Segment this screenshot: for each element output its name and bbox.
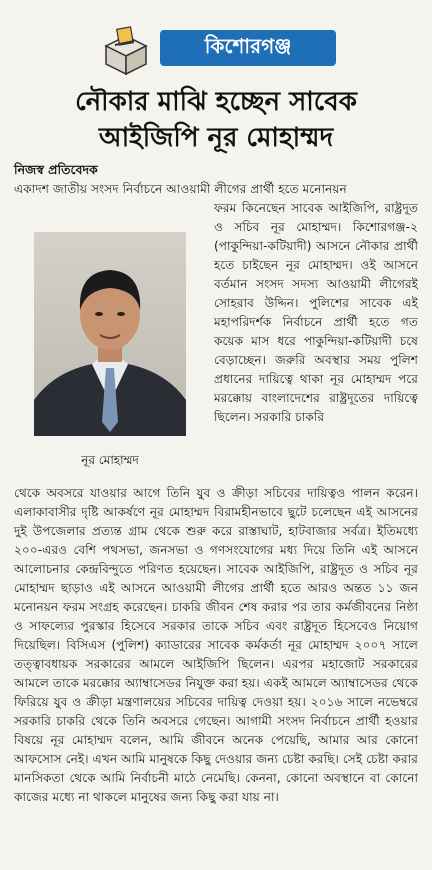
continuation-text: থেকে অবসরে যাওয়ার আগে তিনি যুব ও ক্রীড়া সচিবের দায়িত্বও পালন করেন। এলাকাবাসীর দৃষ্টি আকর্ষণে নূর মোহাম্মদ বিরামহীনভাবে ছুটে চলেছেন এই আসনের দুই উপজেলার প্রত্যন্ত গ্রাম থেকে শুরু করে রাস্তাঘাট, হাটবাজার সর্বত্র। ইতিমধ্যে ২০০-এরও বেশি পথসভা, জনসভা ও গণসংযোগের মধ্য দিয়ে তিনি এই আসনে আলোচনার কেন্দ্রবিন্দুতে পরিণত হয়েছেন। সাবেক আইজিপি, রাষ্ট্রদূত ও সচিব নূর মোহাম্মদ ছাড়াও এই আসনে আওয়ামী লীগের প্রার্থী হতে আরও অন্তত ১১ জন মনোনয়ন ফরম সংগ্রহ করেছেন। চাকরি জীবন শেষ করার পর তার কর্মজীবনের নিষ্ঠা ও সাফল্যের পুরস্কার হিসেবে সরকার তাকে সচিব এবং রাষ্ট্রদূত হিসেবেও নিয়োগ দিয়েছিল। বিসিএস (পুলিশ) ক্যাডারের সাবেক কর্মকর্তা নূর মোহাম্মদ ২০০৭ সালে তত্ত্বাবধায়ক সরকারের আমলে আইজিপি ছিলেন। এরপর মহাজোট সরকারের আমলে তাকে মরক্কোর অ্যাম্বাসেডর নিযুক্ত করা হয়। একই আমলে অ্যাম্বাসেডর থেকে ফিরিয়ে যুব ও ক্রীড়া মন্ত্রণালয়ের সচিবের দায়িত্ব দেওয়া হয়। ২০১৬ সালে নভেম্বরে সরকারি চাকরি থেকে তিনি অবসরে গেছেন। আগামী সংসদ নির্বাচনে প্রার্থী হওয়ার বিষয়ে নূর মোহাম্মদ বলেন, আমি জীবনে অনেক পেয়েছি, আমার আর কোনো আফসোস নেই। এখন আমি মানুষকে কিছু দেওয়ার জন্য চেষ্টা করছি। সেই চেষ্টা করার মানসিকতা থেকে আমি নির্বাচনী মাঠে নেমেছি। কেননা, কোনো অবস্থানে বা কোনো কাজের মধ্যে না থাকলে মানুষের জন্য কিছু করা যায় না।	[14, 486, 418, 804]
ballot-box-icon	[100, 24, 152, 76]
portrait-drawing	[34, 232, 186, 436]
byline: নিজস্ব প্রতিবেদক	[14, 162, 98, 177]
headline-line-1: নৌকার মাঝি হচ্ছেন সাবেক	[75, 87, 357, 117]
portrait-photo	[34, 232, 186, 436]
headline	[0, 84, 432, 156]
section-label: কিশোরগঞ্জ	[160, 30, 336, 66]
headline-line-2: আইজিপি নূর মোহাম্মদ	[98, 123, 334, 153]
photo-caption: নূর মোহাম্মদ	[81, 453, 139, 467]
right-column-text: ফরম কিনেছেন সাবেক আইজিপি, রাষ্ট্রদূত ও সচিব নূর মোহাম্মদ। কিশোরগঞ্জ-২ (পাকুন্দিয়া-কটিয়াদী) আসনে নৌকার প্রার্থী হতে চাইছেন নূর মোহাম্মদ। ওই আসনে বর্তমান সংসদ সদস্য আওয়ামী লীগেরই সোহরাব উদ্দিন। পুলিশের সাবেক এই মহাপরিদর্শক নির্বাচনে প্রার্থী হতে গত কয়েক মাস ধরে পাকুন্দিয়া-কটিয়াদী চষে বেড়াচ্ছেন। জরুরি অবস্থার সময় পুলিশ প্রধানের দায়িত্বে থাকা নূর মোহাম্মদ পরে মরক্কোয় বাংলাদেশের রাষ্ট্রদূতের দায়িত্বে ছিলেন। সরকারি চাকরি	[214, 201, 418, 424]
lead-paragraph: একাদশ জাতীয় সংসদ নির্বাচনে আওয়ামী লীগের প্রার্থী হতে মনোনয়ন	[14, 182, 347, 196]
